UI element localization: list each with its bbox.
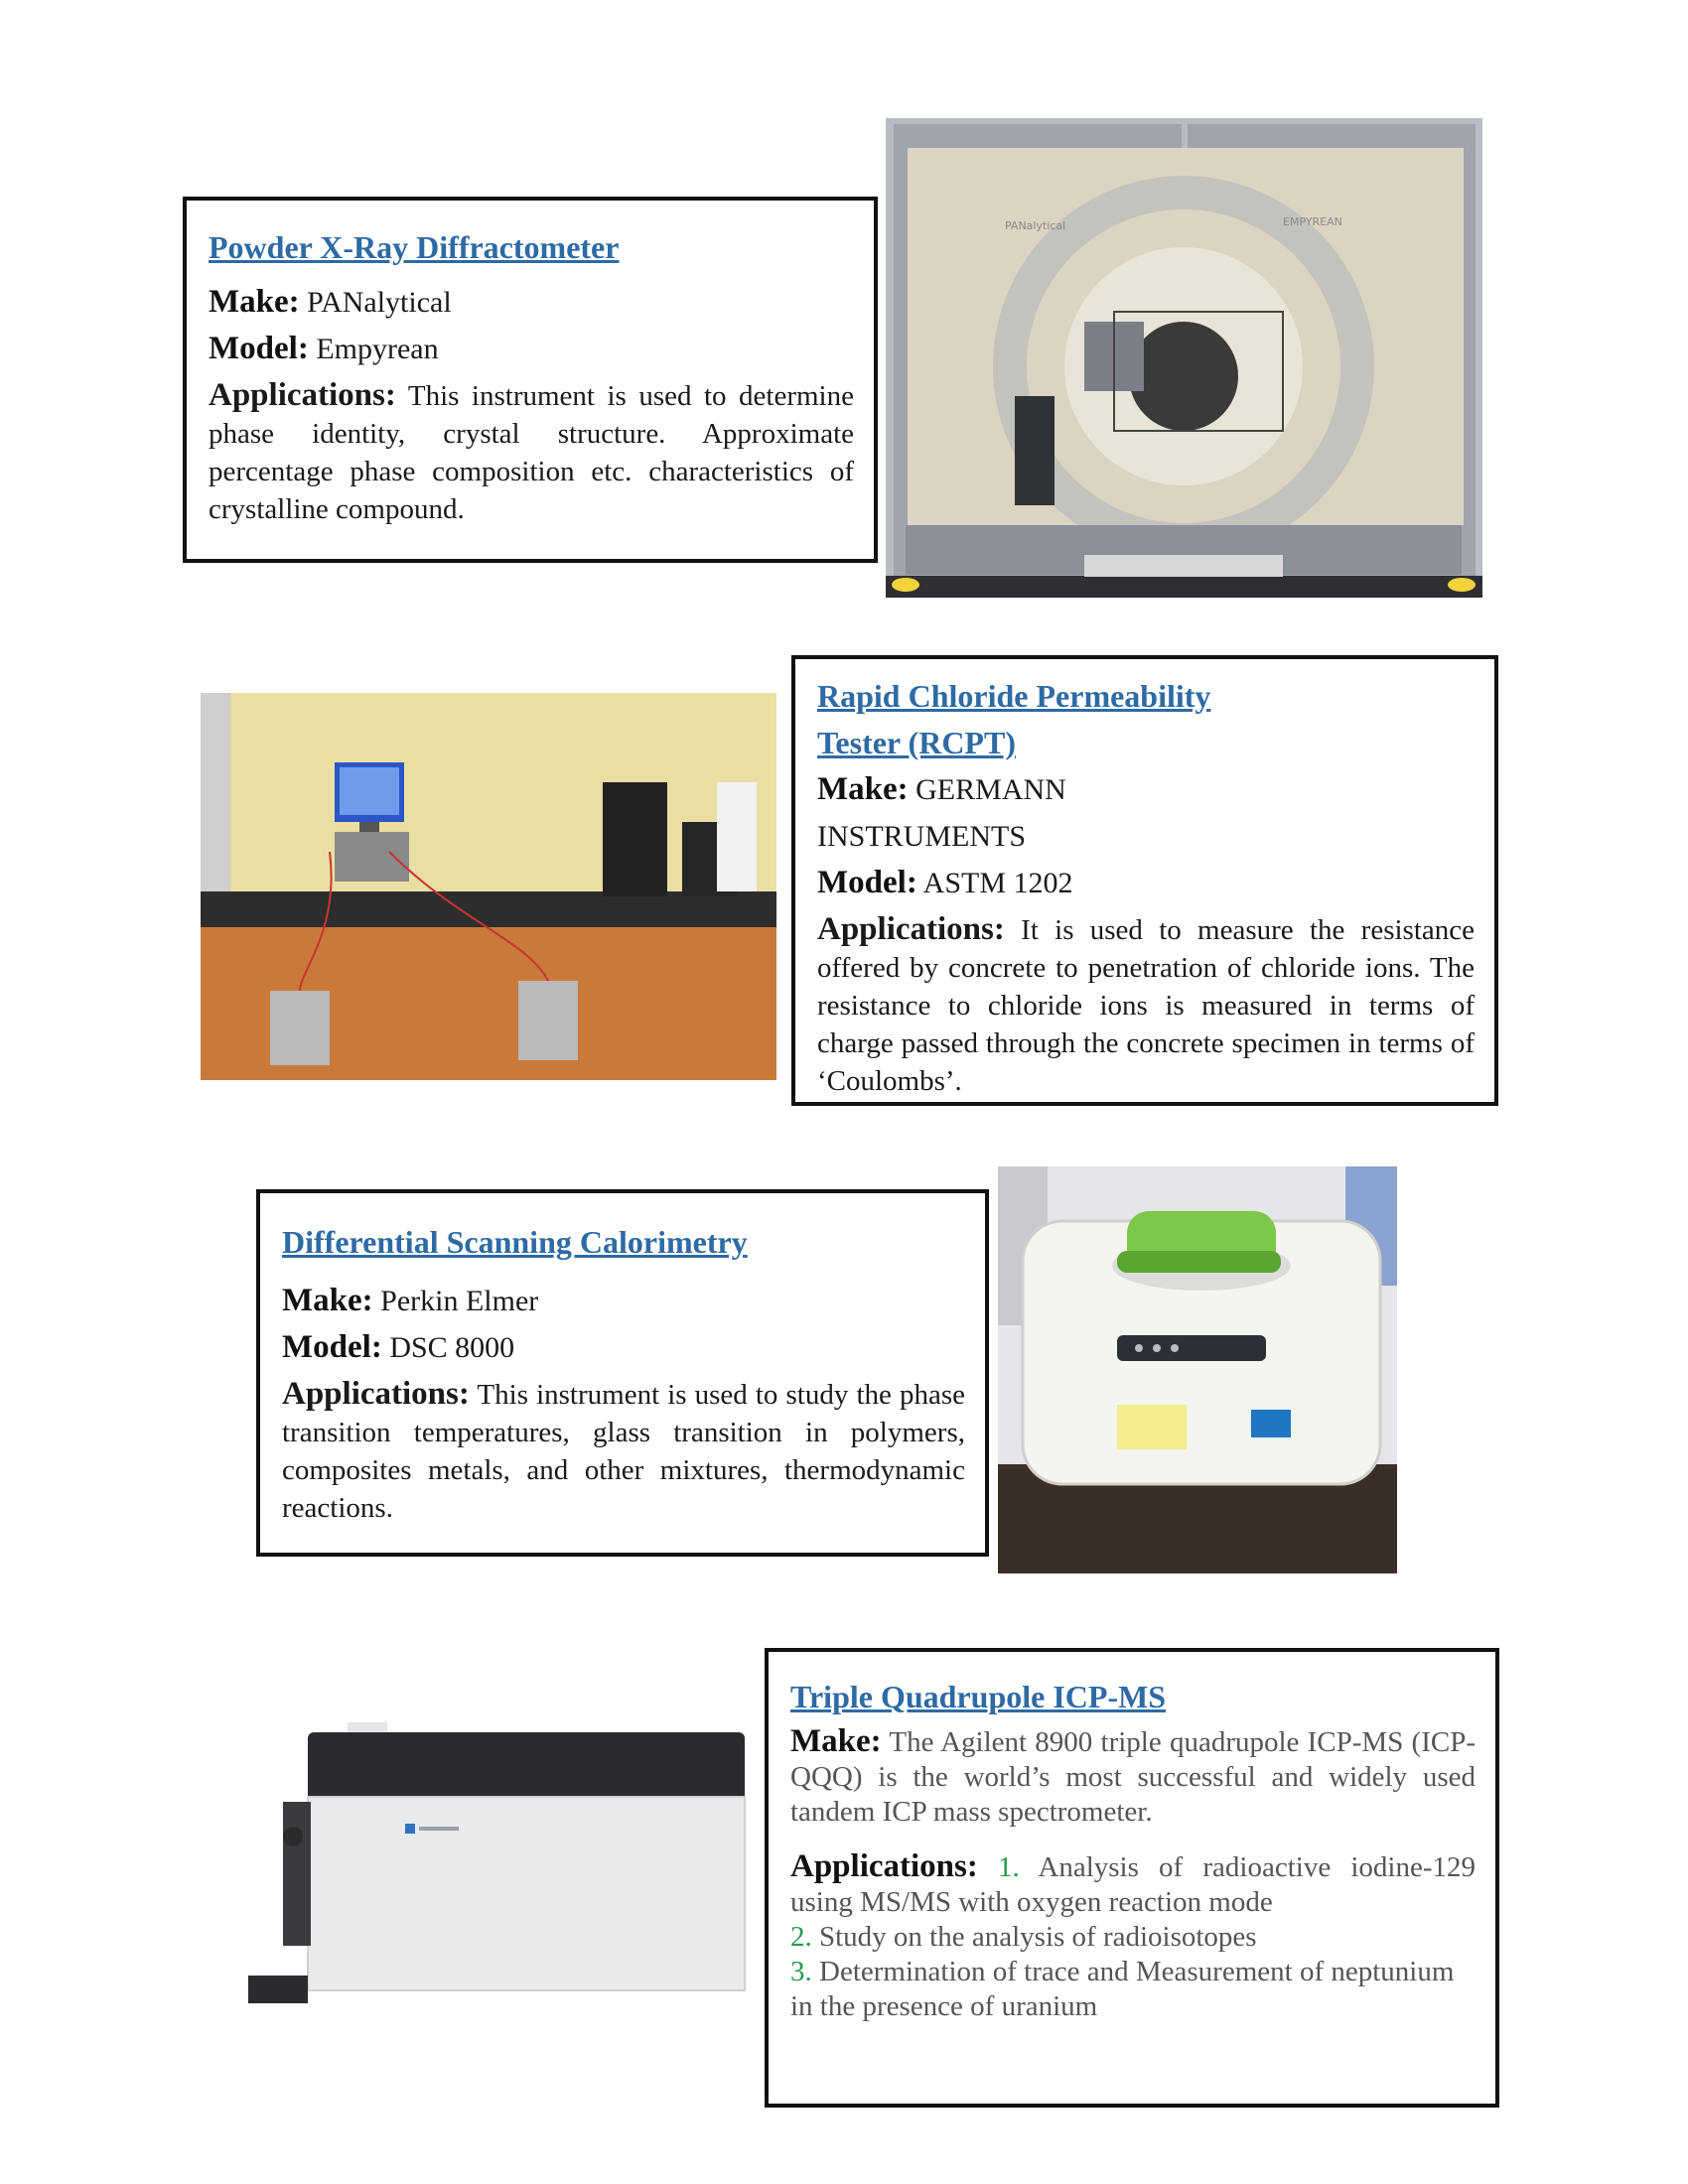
xrd-applications-label: Applications: [209, 377, 396, 413]
icpms-make-value: The Agilent 8900 triple quadrupole ICP-MS (ICP-QQQ) is the world’s most successful and widely used tandem ICP mass spectrometer. [790, 1726, 1476, 1828]
rcpt-make-value-line2: INSTRUMENTS [817, 820, 1027, 853]
xrd-info-box [183, 197, 878, 563]
dsc-model-value: DSC 8000 [389, 1331, 515, 1364]
dsc-applications [282, 1375, 965, 1527]
icpms-applications-label: Applications: [790, 1848, 978, 1884]
rcpt-title-line2: Tester (RCPT) [817, 725, 1016, 760]
xrd-make-label: Make: [209, 284, 300, 320]
xrd-model-label: Model: [209, 331, 309, 366]
rcpt-title-line1: Rapid Chloride Permeability [817, 678, 1211, 714]
icpms-title: Triple Quadrupole ICP-MS [790, 1679, 1167, 1714]
icpms-app-3 [790, 1955, 1476, 2024]
xrd-applications [209, 376, 854, 528]
rcpt-make-row [817, 766, 1475, 813]
rcpt-model-value: ASTM 1202 [922, 867, 1073, 899]
xrd-applications-text: This instrument is used to determine phase identity, crystal structure. Approximate percentage phase composition etc. characteristics of crystalline compound. [209, 380, 854, 525]
rcpt-model-row [817, 860, 1475, 906]
rcpt-model-label: Model: [817, 865, 917, 900]
icpms-app-3-num: 3. [790, 1956, 812, 1987]
icpms-app-1-num: 1. [998, 1851, 1020, 1883]
xrd-photo [886, 118, 1482, 598]
rcpt-make-label: Make: [817, 771, 909, 807]
dsc-applications-label: Applications: [282, 1376, 470, 1412]
icpms-app-2-text: Study on the analysis of radioisotopes [819, 1921, 1257, 1953]
xrd-make-row [209, 279, 854, 326]
icpms-applications [790, 1849, 1476, 1920]
dsc-photo [998, 1166, 1397, 1573]
dsc-applications-text: This instrument is used to study the phase transition temperatures, glass transition in polymers, composites metals, and other mixtures, thermodynamic reactions. [282, 1379, 965, 1524]
icpms-photo [238, 1722, 755, 2012]
xrd-title: Powder X-Ray Diffractometer [209, 229, 620, 265]
xrd-model-row [209, 326, 854, 372]
rcpt-applications-text: It is used to measure the resistance offered by concrete to penetration of chloride ions. The resistance to chloride ions is measured in terms of charge passed through the concrete specimen in terms of ‘Coulombs’. [817, 914, 1475, 1097]
dsc-info-box [256, 1189, 989, 1557]
rcpt-photo [201, 693, 776, 1080]
xrd-photo-brand-left: PANalytical [1005, 219, 1066, 232]
xrd-make-value: PANalytical [307, 286, 452, 319]
icpms-app-2 [790, 1920, 1476, 1955]
rcpt-applications [817, 910, 1475, 1100]
icpms-make-row [790, 1724, 1476, 1830]
dsc-model-label: Model: [282, 1329, 382, 1365]
rcpt-title [817, 673, 1475, 766]
icpms-make-label: Make: [790, 1723, 882, 1759]
icpms-info-box [765, 1648, 1499, 2108]
icpms-app-2-num: 2. [790, 1921, 812, 1953]
icpms-app-1-text: Analysis of radioactive iodine-129 using MS/MS with oxygen reaction mode [790, 1851, 1476, 1918]
rcpt-info-box [791, 655, 1498, 1106]
dsc-title: Differential Scanning Calorimetry [282, 1224, 748, 1260]
xrd-photo-brand-right: EMPYREAN [1283, 215, 1342, 228]
dsc-model-row [282, 1324, 965, 1371]
xrd-model-value: Empyrean [316, 333, 439, 365]
dsc-make-row [282, 1278, 965, 1324]
dsc-make-value: Perkin Elmer [380, 1285, 539, 1317]
dsc-make-label: Make: [282, 1283, 373, 1318]
rcpt-make-value-line1: GERMANN [915, 773, 1066, 806]
rcpt-applications-label: Applications: [817, 911, 1005, 947]
icpms-app-3-text: Determination of trace and Measurement of neptunium in the presence of uranium [790, 1956, 1455, 2022]
